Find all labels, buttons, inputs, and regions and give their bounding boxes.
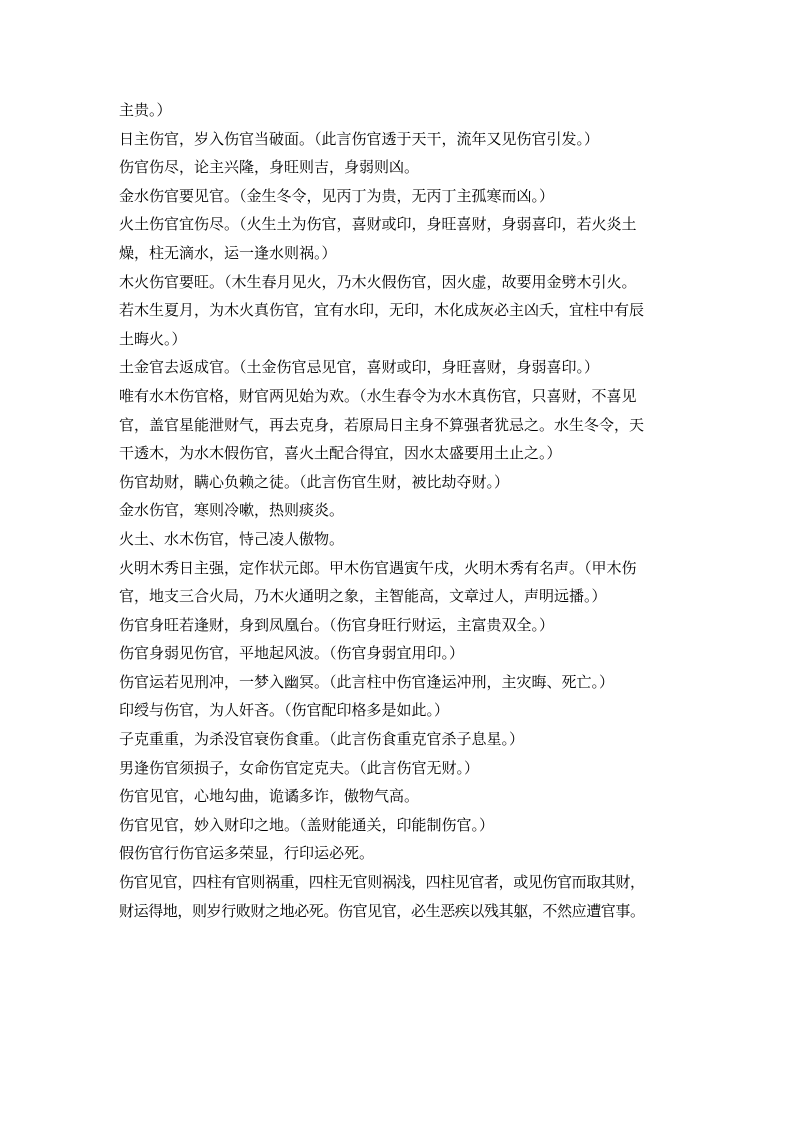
- text-line: 燥，柱无滴水，运一逢水则祸。）: [119, 243, 337, 262]
- text-line: 男逢伤官须损子，女命伤官定克夫。（此言伤官无财。）: [119, 758, 480, 777]
- text-line: 火土伤官宜伤尽。（火生土为伤官，喜财或印，身旺喜财，身弱喜印，若火炎土: [119, 215, 637, 234]
- text-line: 印绶与伤官，为人奸吝。（伤官配印格多是如此。）: [119, 701, 450, 720]
- text-line: 火明木秀日主强，定作状元郎。甲木伤官遇寅午戌，火明木秀有名声。（甲木伤: [119, 558, 637, 577]
- text-line: 伤官身弱见伤官，平地起风波。（伤官身弱宜用印。）: [119, 644, 465, 663]
- text-line: 伤官劫财，瞒心负赖之徒。（此言伤官生财，被比劫夺财。）: [119, 472, 510, 491]
- text-line: 主贵。）: [119, 101, 172, 119]
- text-line: 伤官伤尽，论主兴隆，身旺则吉，身弱则凶。: [119, 158, 420, 177]
- text-line: 木火伤官要旺。（木生春月见火，乃木火假伤官，因火虚，故要用金劈木引火。: [119, 272, 637, 291]
- text-line: 官，盖官星能泄财气，再去克身，若原局日主身不算强者犹忌之。水生冬令，天: [119, 415, 645, 434]
- text-line: 子克重重，为杀没官衰伤食重。（此言伤食重克官杀子息星。）: [119, 730, 525, 749]
- text-line: 唯有水木伤官格，财官两见始为欢。（水生春令为水木真伤官，只喜财，不喜见: [119, 386, 637, 405]
- text-line: 若木生夏月，为木火真伤官，宜有水印，无印，木化成灰必主凶夭，宜柱中有辰: [119, 301, 645, 320]
- text-line: 金水伤官，寒则冷嗽，热则痰炎。: [119, 501, 345, 520]
- text-line: 日主伤官，岁入伤官当破面。（此言伤官透于天干，流年又见伤官引发。）: [119, 129, 600, 148]
- text-line: 干透木，为水木假伤官，喜火土配合得宜，因水太盛要用土止之。）: [119, 444, 562, 463]
- text-line: 伤官见官，心地勾曲，诡谲多诈，傲物气高。: [119, 787, 420, 806]
- text-line: 假伤官行伤官运多荣显，行印运必死。: [119, 844, 375, 863]
- text-line: 火土、水木伤官，恃己凌人傲物。: [119, 529, 345, 548]
- text-line: 财运得地，则岁行败财之地必死。伤官见官，必生恶疾以残其躯，不然应遭官事。: [119, 901, 645, 920]
- document-body: [119, 96, 681, 925]
- text-line: 土晦火。）: [119, 329, 187, 348]
- text-line: 官，地支三合火局，乃木火通明之象，主智能高，文章过人，声明远播。）: [119, 587, 607, 606]
- text-line: 伤官见官，妙入财印之地。（盖财能通关，印能制伤官。）: [119, 815, 495, 834]
- text-line: 土金官去返成官。（土金伤官忌见官，喜财或印，身旺喜财，身弱喜印。）: [119, 358, 600, 377]
- text-line: 伤官运若见刑冲，一梦入幽冥。（此言柱中伤官逢运冲刑，主灾晦、死亡。）: [119, 672, 615, 691]
- text-line: 伤官见官，四柱有官则祸重，四柱无官则祸浅，四柱见官者，或见伤官而取其财，: [119, 873, 645, 892]
- text-line: 金水伤官要见官。（金生冬令，见丙丁为贵，无丙丁主孤寒而凶。）: [119, 186, 555, 205]
- text-line: 伤官身旺若逢财，身到凤凰台。（伤官身旺行财运，主富贵双全。）: [119, 615, 555, 634]
